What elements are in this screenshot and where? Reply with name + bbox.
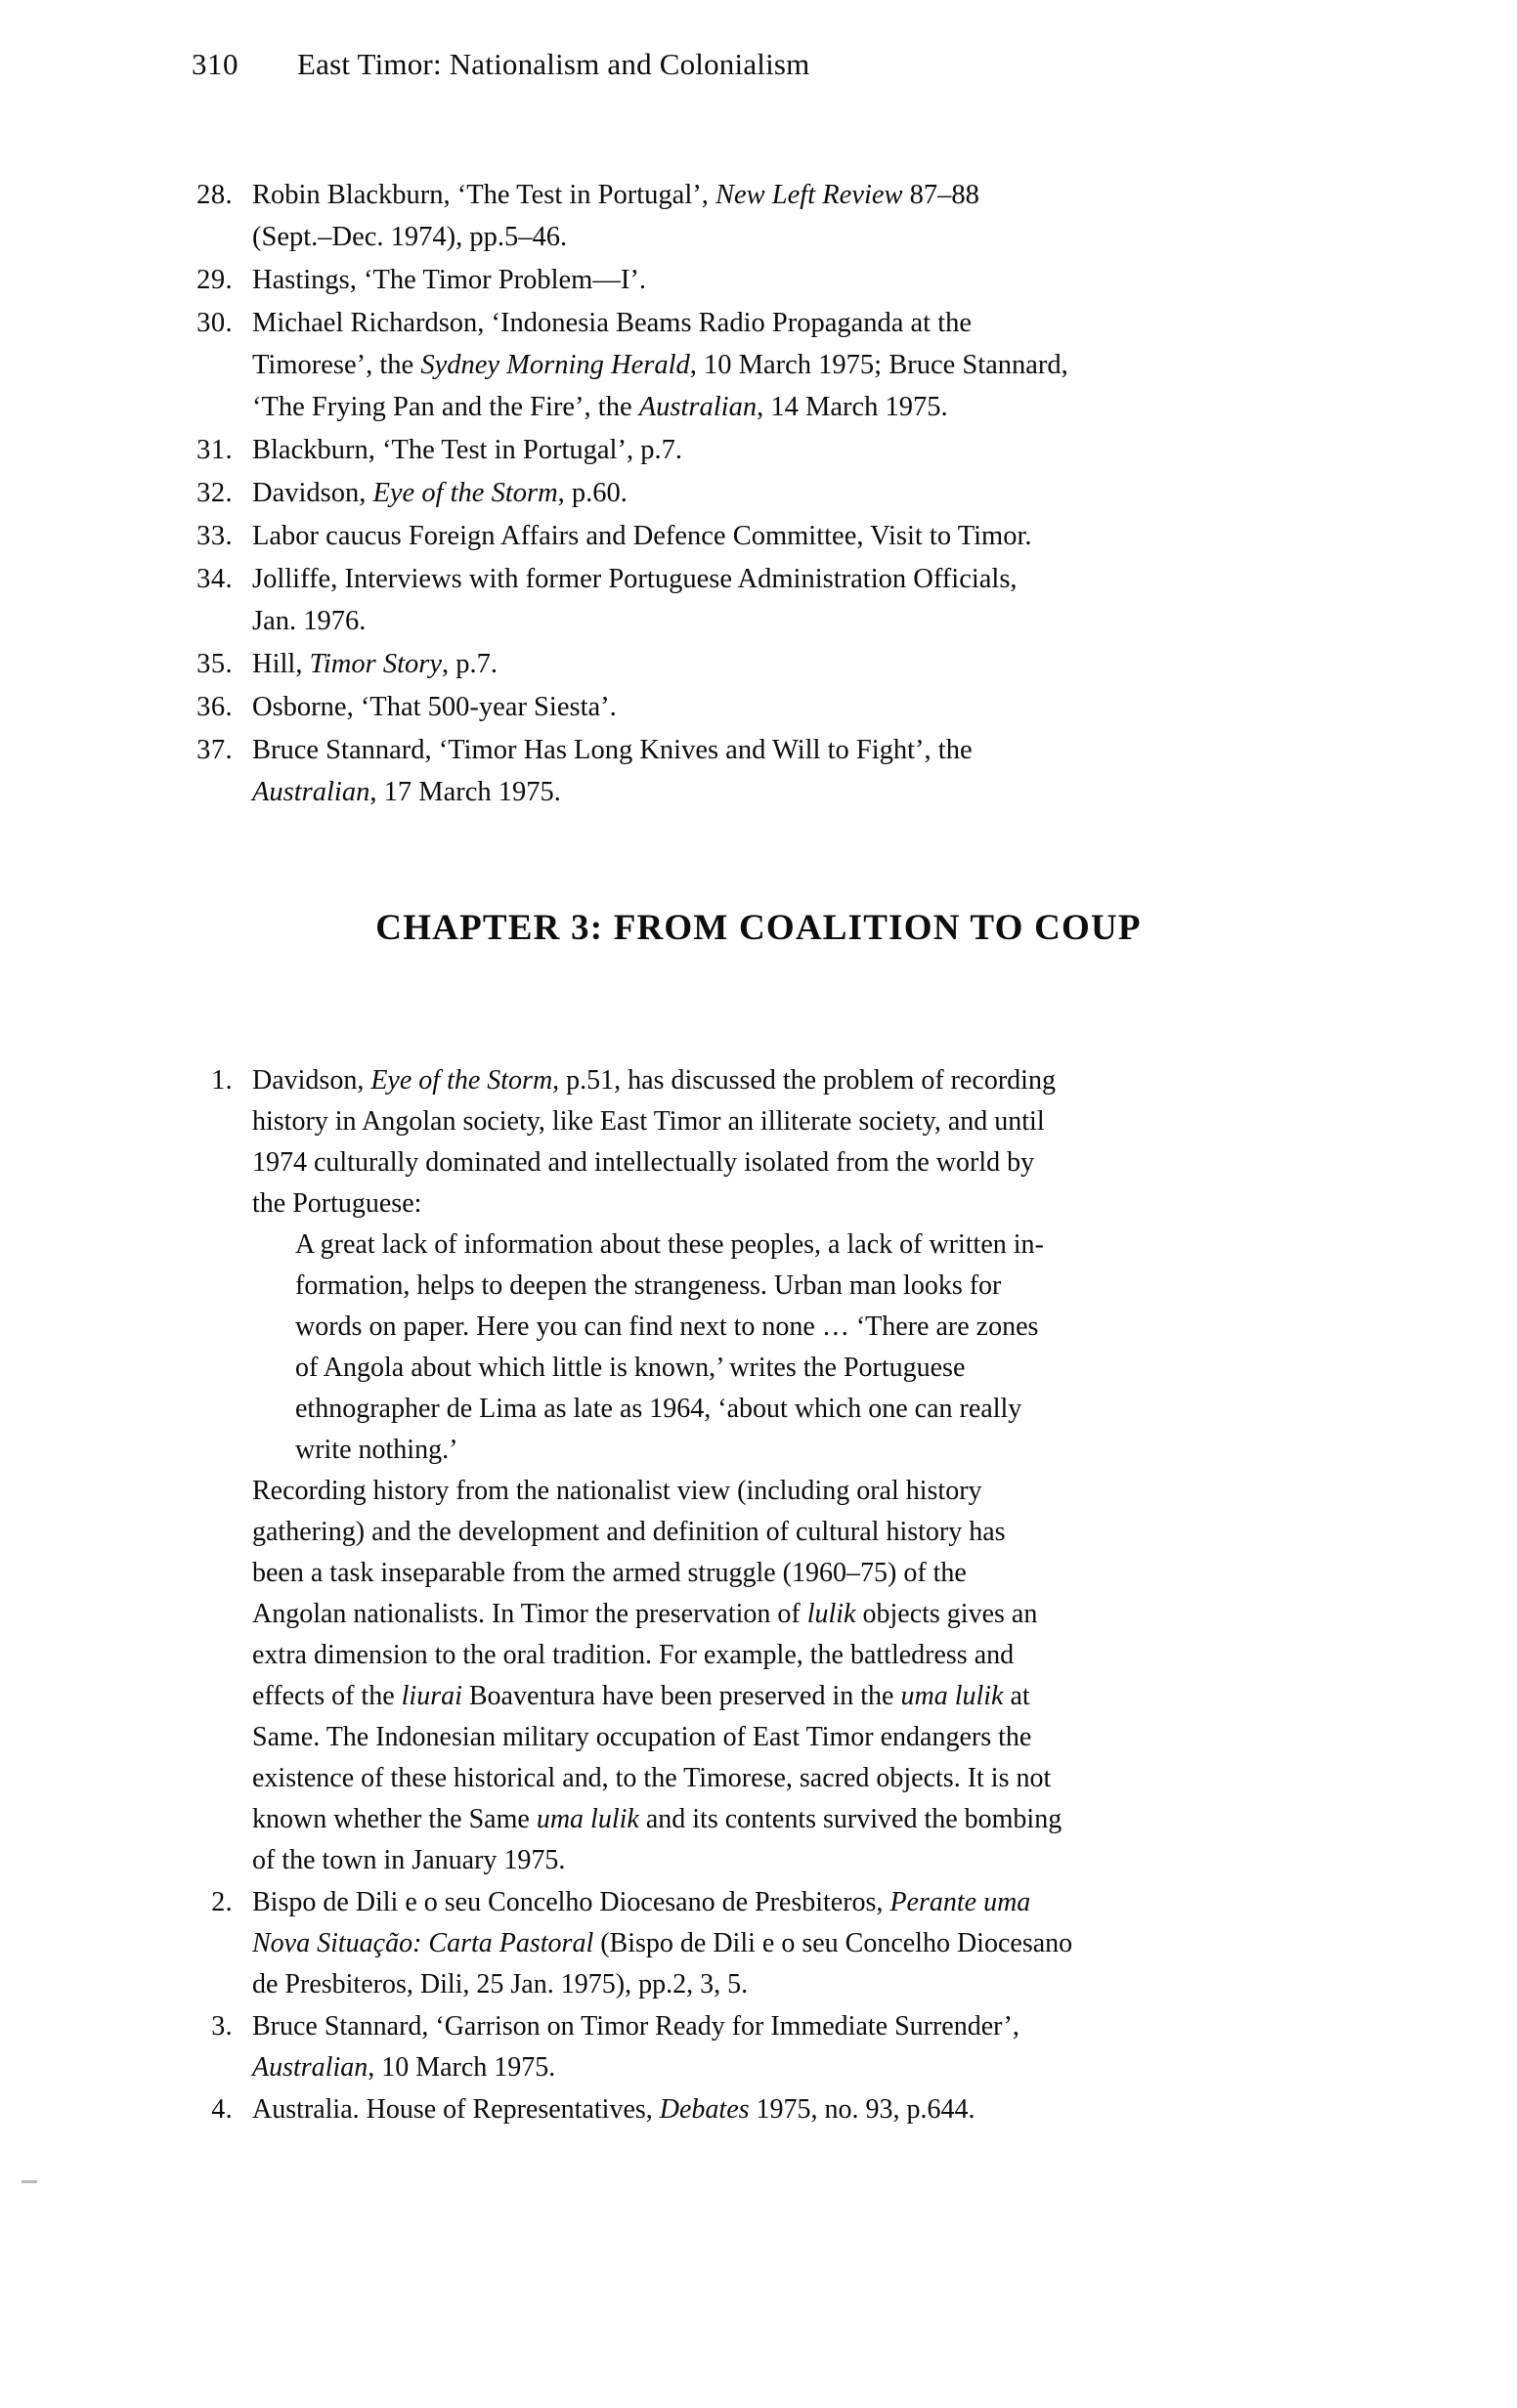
note-number: 33. (196, 521, 233, 551)
page-folio: 310 (192, 47, 238, 81)
running-head-title: East Timor: Nationalism and Colonialism (297, 47, 810, 81)
note-item (192, 174, 1361, 258)
note-number: 34. (196, 564, 233, 594)
note-item (192, 2089, 1361, 2130)
note-item (192, 1060, 1361, 1881)
note-text: Osborne, ‘That 500-year Siesta’. (252, 692, 617, 722)
note-item (192, 259, 1361, 301)
note-text: Robin Blackburn, ‘The Test in Portugal’, New Left Review 87–88 (Sept.–Dec. 1974), pp.5–46. (252, 180, 979, 252)
note-number: 3. (211, 2011, 233, 2042)
note-text: Davidson, Eye of the Storm, p.60. (252, 478, 628, 508)
running-head (192, 47, 1341, 92)
note-number: 36. (196, 692, 233, 722)
blockquote: A great lack of information about these peoples, a lack of written in- formation, helps to deepen the strangeness. Urban man looks for words on paper. Here you can find next to none … ‘There are zones of Angola about which little is known,’ writes the Portuguese ethnographer de Lima as late as 1964, ‘about which one can really write nothing.’ (295, 1229, 1044, 1465)
note-number: 29. (196, 265, 233, 295)
note-item (192, 472, 1361, 514)
note-text: Australia. House of Representatives, Debates 1975, no. 93, p.644. (252, 2094, 975, 2125)
note-number: 28. (196, 180, 233, 210)
note-number: 30. (196, 308, 233, 338)
note-text: Hastings, ‘The Timor Problem—I’. (252, 265, 646, 295)
note-item (192, 686, 1361, 728)
notes-list-chapter3 (192, 1060, 1361, 2131)
notes-list-previous-chapter (192, 174, 1361, 814)
note-number: 37. (196, 735, 233, 765)
note-number: 2. (211, 1887, 233, 1917)
note-number: 35. (196, 649, 233, 679)
note-text: Michael Richardson, ‘Indonesia Beams Radio Propaganda at the Timorese’, the Sydney Morning Herald, 10 March 1975; Bruce Stannard, ‘The Frying Pan and the Fire’, the Australian, 14 March 1975. (252, 308, 1068, 422)
note-number: 31. (196, 435, 233, 465)
note-item (192, 2006, 1361, 2088)
note-item (192, 429, 1361, 471)
note-number: 1. (211, 1065, 233, 1096)
note-item (192, 729, 1361, 813)
note-number: 32. (196, 478, 233, 508)
note-text: Hill, Timor Story, p.7. (252, 649, 498, 679)
note-text: Bruce Stannard, ‘Garrison on Timor Ready for Immediate Surrender’, Australian, 10 March 1975. (252, 2011, 1019, 2083)
note-item (192, 643, 1361, 685)
chapter-heading: CHAPTER 3: FROM COALITION TO COUP (375, 908, 1142, 948)
note-text: Labor caucus Foreign Affairs and Defence Committee, Visit to Timor. (252, 521, 1032, 551)
note-item (192, 302, 1361, 428)
note-text: Bispo de Dili e o seu Concelho Diocesano de Presbiteros, Perante uma Nova Situação: Carta Pastoral (Bispo de Dili e o seu Concelho Diocesano de Presbiteros, Dili, 25 Jan. 1975), pp.2, 3, 5. (252, 1887, 1073, 2000)
note-text: Jolliffe, Interviews with former Portuguese Administration Officials, Jan. 1976. (252, 564, 1018, 636)
scan-artifact (22, 2180, 37, 2183)
note-number: 4. (211, 2094, 233, 2125)
note-item (192, 558, 1361, 642)
note-text: Blackburn, ‘The Test in Portugal’, p.7. (252, 435, 682, 465)
note-item (192, 515, 1361, 557)
note-text: Bruce Stannard, ‘Timor Has Long Knives and Will to Fight’, the Australian, 17 March 1975. (252, 735, 973, 807)
note-text: Davidson, Eye of the Storm, p.51, has discussed the problem of recording history in Angolan society, like East Timor an illiterate society, and until 1974 culturally dominated and intellectually isolated from the world by the Portuguese: A great lack of information about these peoples, a lack of written in- formation, helps to deepen the strangeness. Urban man looks for words on paper. Here you can find next to none … ‘There are zones of Angola about which little is known,’ writes the Portuguese ethnographer de Lima as late as 1964, ‘about which one can really write nothing.’ Recording history from the nationalist view (including oral history gathering) and the development and definition of cultural history has been a task inseparable from the armed struggle (1960–75) of the Angolan nationalists. In Timor the preservation of lulik objects gives an extra dimension to the oral tradition. For example, the battledress and effects of the liurai Boaventura have been preserved in the uma lulik at Same. The Indonesian military occupation of East Timor endangers the existence of these historical and, to the Timorese, sacred objects. It is not known whether the Same uma lulik and its contents survived the bombing of the town in January 1975. (252, 1060, 1361, 1881)
note-item (192, 1882, 1361, 2005)
